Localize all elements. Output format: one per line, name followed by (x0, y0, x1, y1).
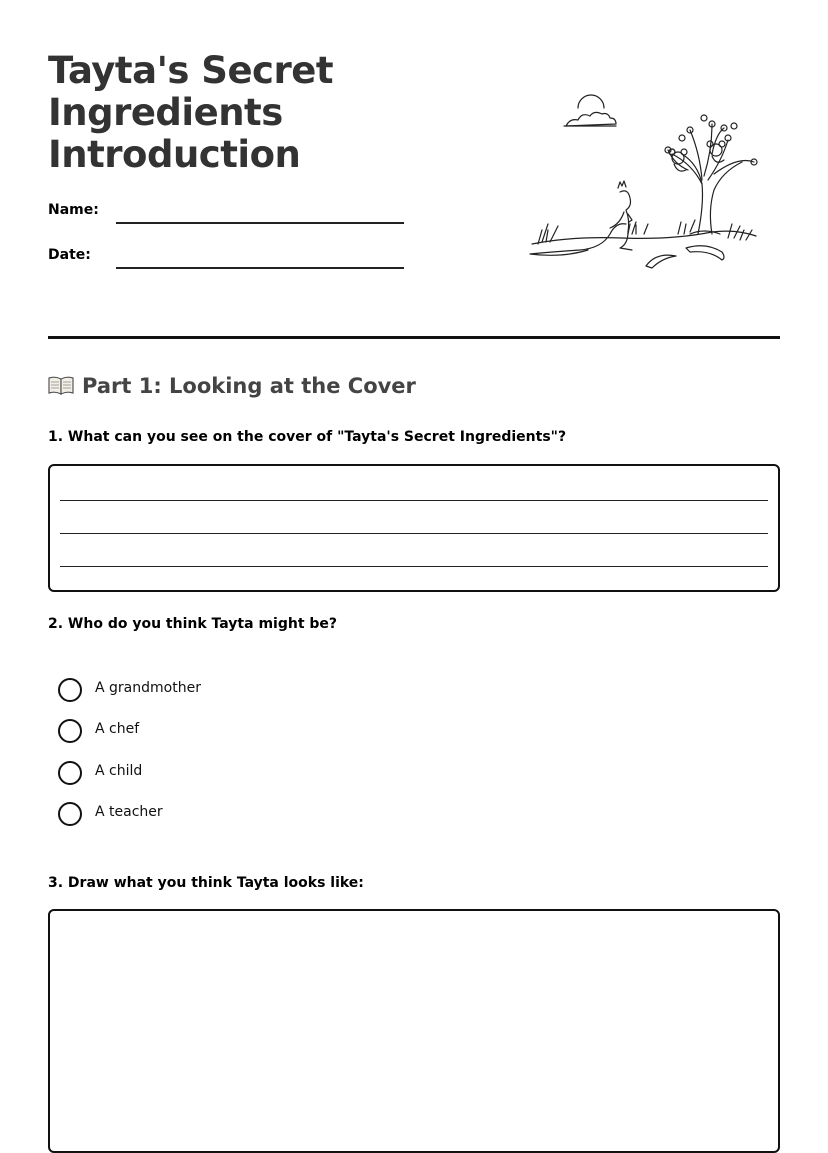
date-field[interactable] (116, 267, 404, 269)
option-grandmother[interactable] (58, 678, 358, 702)
question-2: 2. Who do you think Tayta might be? (48, 616, 338, 632)
name-label: Name: (48, 202, 99, 218)
answer-line[interactable] (60, 533, 768, 534)
title-line-1: Tayta's Secret (48, 49, 334, 92)
title-line-2: Ingredients (48, 91, 283, 134)
option-teacher[interactable] (58, 802, 358, 826)
option-label: A child (95, 763, 143, 779)
worksheet-title (48, 50, 468, 176)
name-field[interactable] (116, 222, 404, 224)
section-divider (48, 336, 780, 339)
part1-heading-text: Part 1: Looking at the Cover (82, 374, 416, 398)
title-line-3: Introduction (48, 133, 301, 176)
option-label: A teacher (95, 804, 163, 820)
part1-heading (48, 374, 416, 398)
tree-icon (665, 115, 757, 234)
worksheet-page (48, 0, 780, 1118)
radio-button[interactable] (58, 761, 82, 785)
ground-icon (532, 220, 756, 244)
radio-button[interactable] (58, 719, 82, 743)
option-label: A chef (95, 721, 140, 737)
open-book-icon (48, 375, 74, 395)
kangaroo-icon (530, 181, 632, 255)
answer-line[interactable] (60, 500, 768, 501)
question-1: 1. What can you see on the cover of "Tayta's Secret Ingredients"? (48, 429, 567, 445)
radio-button[interactable] (58, 678, 82, 702)
option-chef[interactable] (58, 719, 358, 743)
option-child[interactable] (58, 761, 358, 785)
option-label: A grandmother (95, 680, 201, 696)
question-3-drawing-box[interactable] (48, 909, 780, 1153)
radio-button[interactable] (58, 802, 82, 826)
question-3: 3. Draw what you think Tayta looks like: (48, 875, 364, 891)
question-1-answer-box[interactable] (48, 464, 780, 592)
outback-scene-illustration (528, 84, 760, 274)
date-label: Date: (48, 247, 91, 263)
answer-line[interactable] (60, 566, 768, 567)
sun-icon (564, 95, 616, 126)
boomerang-icon (646, 246, 724, 268)
